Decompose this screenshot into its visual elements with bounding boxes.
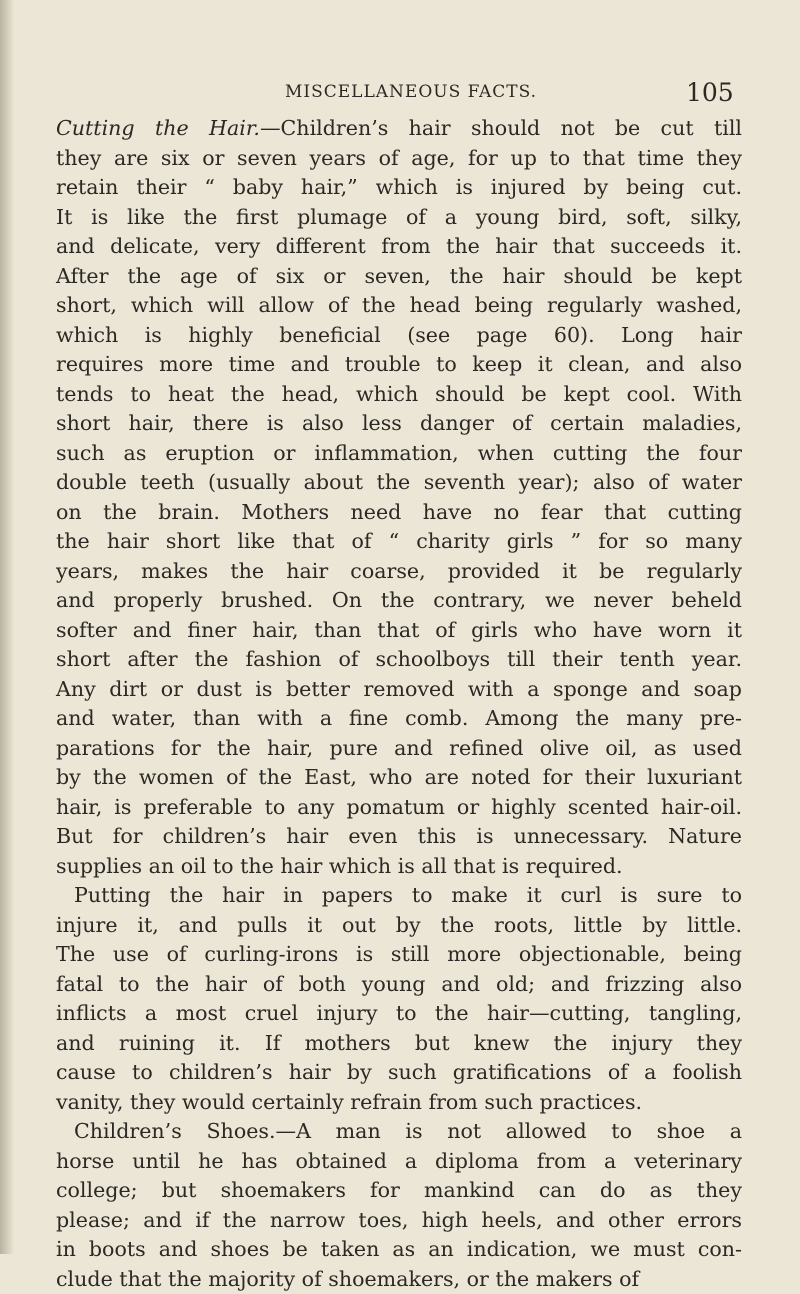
text-line [56,970,742,1000]
text-line [56,1147,742,1177]
text-line [56,704,742,734]
text-line [56,881,742,911]
page-gutter-shadow [0,0,14,1254]
text-line [56,793,742,823]
line-text: on the brain. Mothers need have no fear that cutting [56,500,742,524]
text-line [56,616,742,646]
text-line [56,1058,742,1088]
line-text: by the women of the East, who are noted for their luxuriant [56,765,742,789]
line-text: horse until he has obtained a diploma from a veterinary [56,1149,742,1173]
text-line [56,557,742,587]
page-number: 105 [686,78,734,107]
text-line [56,321,742,351]
line-text: short hair, there is also less danger of certain maladies, [56,411,742,435]
text-line [56,409,742,439]
line-text: short, which will allow of the head being regularly washed, [56,293,742,317]
line-text: clude that the majority of shoemakers, or the makers of [56,1267,639,1291]
text-line [56,852,742,882]
text-line [56,734,742,764]
line-text: years, makes the hair coarse, provided it be regularly [56,559,742,583]
text-line [56,1088,742,1118]
text-line [56,468,742,498]
line-text: hair, is preferable to any pomatum or highly scented hair-oil. [56,795,742,819]
line-text: they are six or seven years of age, for up to that time they [56,146,742,170]
line-text: the hair short like that of “ charity girls ” for so many [56,529,742,553]
line-text: requires more time and trouble to keep it clean, and also [56,352,742,376]
text-line [56,291,742,321]
line-text: college; but shoemakers for mankind can do as they [56,1178,742,1202]
text-line [56,1265,742,1294]
text-line [56,498,742,528]
text-line [56,1176,742,1206]
line-text: The use of curling-irons is still more objectionable, being [56,942,742,966]
text-line [56,911,742,941]
line-text: retain their “ baby hair,” which is injured by being cut. [56,175,742,199]
line-text: which is highly beneficial (see page 60). Long hair [56,323,742,347]
line-text: Any dirt or dust is better removed with a sponge and soap [56,677,742,701]
line-text: But for children’s hair even this is unnecessary. Nature [56,824,742,848]
line-text: tends to heat the head, which should be kept cool. With [56,382,742,406]
text-line [56,262,742,292]
text-line [56,1029,742,1059]
text-line [56,940,742,970]
text-line [56,232,742,262]
line-text: inflicts a most cruel injury to the hair—cutting, tangling, [56,1001,742,1025]
line-text: vanity, they would certainly refrain from such practices. [56,1090,642,1114]
line-text: cause to children’s hair by such gratifications of a foolish [56,1060,742,1084]
text-line [56,999,742,1029]
line-text: supplies an oil to the hair which is all that is required. [56,854,623,878]
text-line [56,173,742,203]
line-text: and water, than with a fine comb. Among the many pre- [56,706,742,730]
text-line [56,1206,742,1236]
line-text: —Children’s hair should not be cut till [260,116,742,140]
text-line [56,1117,742,1147]
line-text: Putting the hair in papers to make it curl is sure to [74,883,742,907]
text-line [56,114,742,144]
running-head: MISCELLANEOUS FACTS. [285,82,537,102]
page-header [0,78,800,108]
line-text: After the age of six or seven, the hair should be kept [56,264,742,288]
text-line [56,380,742,410]
line-text: such as eruption or inflammation, when cutting the four [56,441,742,465]
body-text [56,114,742,1294]
line-text: double teeth (usually about the seventh year); also of water [56,470,742,494]
text-line [56,527,742,557]
text-line [56,439,742,469]
section-heading: Cutting the Hair. [56,116,260,140]
line-text: It is like the first plumage of a young bird, soft, silky, [56,205,742,229]
line-text: parations for the hair, pure and refined olive oil, as used [56,736,742,760]
line-text: softer and finer hair, than that of girls who have worn it [56,618,742,642]
text-line [56,675,742,705]
text-line [56,586,742,616]
line-text: injure it, and pulls it out by the roots, little by little. [56,913,742,937]
line-text: and ruining it. If mothers but knew the injury they [56,1031,742,1055]
line-text: please; and if the narrow toes, high heels, and other errors [56,1208,742,1232]
text-line [56,1235,742,1265]
text-line [56,144,742,174]
line-text: Children’s Shoes.—A man is not allowed to shoe a [74,1119,742,1143]
text-line [56,203,742,233]
line-text: and properly brushed. On the contrary, we never beheld [56,588,742,612]
text-line [56,822,742,852]
text-line [56,763,742,793]
line-text: fatal to the hair of both young and old; and frizzing also [56,972,742,996]
line-text: and delicate, very different from the hair that succeeds it. [56,234,742,258]
text-line [56,350,742,380]
line-text: short after the fashion of schoolboys till their tenth year. [56,647,742,671]
text-line [56,645,742,675]
line-text: in boots and shoes be taken as an indication, we must con- [56,1237,742,1261]
